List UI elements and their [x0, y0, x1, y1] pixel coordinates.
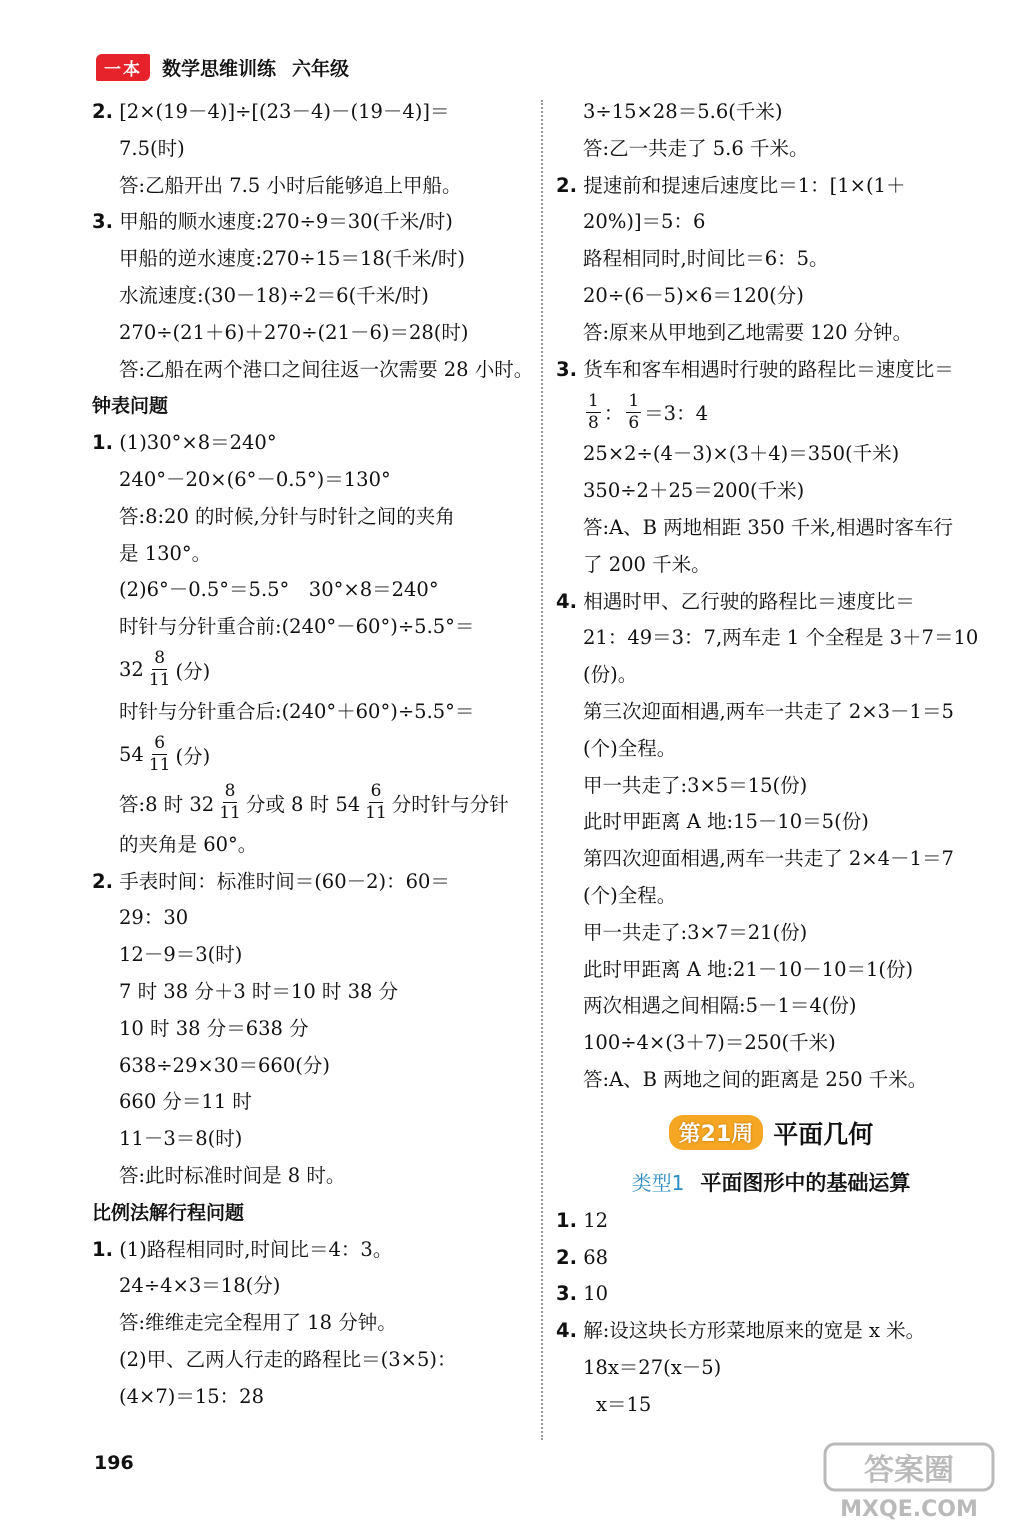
text-line: 第三次迎面相遇,两车一共走了 2×3－1＝5	[583, 699, 954, 723]
answer-line: 是 130°。	[119, 541, 212, 565]
text-line: (份)。	[583, 663, 638, 687]
numerator: 8	[154, 648, 166, 669]
item-number: 4.	[556, 1319, 577, 1343]
text-line: [2×(19－4)]÷[(23－4)－(19－4)]＝	[119, 100, 450, 123]
ratio-tail: ＝3：4	[644, 402, 708, 426]
answer-line: 答:A、B 两地之间的距离是 250 千米。	[583, 1067, 928, 1091]
left-column	[92, 94, 532, 1416]
text-line: 路程相同时,时间比＝6：5。	[583, 247, 829, 271]
answer-line: 了 200 千米。	[583, 552, 711, 576]
brand-logo: 一本	[96, 54, 150, 81]
answer-value: 10	[583, 1282, 609, 1306]
text-line: 11－3＝8(时)	[119, 1127, 243, 1151]
answer-value: 68	[583, 1245, 609, 1269]
watermark-url: MXQE.COM	[840, 1497, 978, 1522]
text-line: 10 时 38 分＝638 分	[119, 1016, 309, 1040]
text-line: (1)路程相同时,时间比＝4：3。	[119, 1237, 393, 1261]
week-heading	[556, 1105, 986, 1161]
ratio-colon: ：	[603, 402, 624, 426]
answer-part: 答:8 时 32	[119, 792, 215, 816]
answer-line: 答:此时标准时间是 8 时。	[119, 1163, 346, 1187]
text-line: 7 时 38 分＋3 时＝10 时 38 分	[119, 979, 399, 1003]
item-number: 4.	[556, 589, 577, 613]
text-line: 水流速度:(30－18)÷2＝6(千米/时)	[119, 283, 429, 307]
type-heading	[556, 1161, 986, 1203]
text-line: 25×2÷(4－3)×(3＋4)＝350(千米)	[583, 442, 900, 466]
grade-label: 六年级	[292, 57, 350, 80]
answer-line: 答:8:20 的时候,分针与时针之间的夹角	[119, 504, 455, 528]
item-number: 3.	[556, 357, 577, 381]
answer-line: 答:维维走完全程用了 18 分钟。	[119, 1311, 397, 1335]
column-divider	[541, 100, 543, 1440]
text-line: 此时甲距离 A 地:21－10－10＝1(份)	[583, 957, 914, 981]
fraction-ratio	[556, 388, 986, 436]
mixed-whole: 54	[119, 743, 144, 767]
equation-line: 18x＝27(x－5)	[583, 1355, 722, 1379]
text-line: 240°－20×(6°－0.5°)＝130°	[119, 467, 391, 491]
numerator: 6	[370, 781, 382, 802]
page-header	[96, 52, 349, 82]
text-line: 270÷(21＋6)＋270÷(21－6)＝28(时)	[119, 320, 469, 344]
equation-line: x＝15	[596, 1392, 652, 1416]
week-badge: 第21周	[669, 1115, 764, 1150]
text-line: 20%)]＝5：6	[583, 210, 706, 234]
text-line: 350÷2＋25＝200(千米)	[583, 479, 805, 503]
text-line: 20÷(6－5)×6＝120(分)	[583, 283, 804, 307]
text-line: (个)全程。	[583, 736, 677, 760]
text-line: 29：30	[119, 906, 189, 930]
text-line: 100÷4×(3＋7)＝250(千米)	[583, 1031, 836, 1055]
text-line: (2)甲、乙两人行走的路程比＝(3×5)：	[119, 1347, 457, 1371]
answer-line: 答:乙船开出 7.5 小时后能够追上甲船。	[119, 173, 462, 197]
item-number: 1.	[556, 1208, 577, 1232]
numerator: 8	[224, 781, 236, 802]
text-line: 7.5(时)	[119, 136, 185, 160]
answer-line: 答:乙一共走了 5.6 千米。	[583, 136, 809, 160]
answer-line: 答:原来从甲地到乙地需要 120 分钟。	[583, 320, 913, 344]
fraction	[147, 735, 173, 774]
text-line: 提速前和提速后速度比＝1：[1×(1＋	[583, 173, 906, 197]
fraction-result	[92, 646, 532, 694]
numerator: 1	[628, 390, 640, 411]
text-line: (2)6°－0.5°＝5.5° 30°×8＝240°	[119, 578, 439, 602]
unit: (分)	[175, 659, 211, 683]
week-title: 平面几何	[773, 1119, 874, 1149]
text-line: 第四次迎面相遇,两车一共走了 2×4－1＝7	[583, 847, 954, 871]
answer-line: 答:A、B 两地相距 350 千米,相遇时客车行	[583, 515, 953, 539]
answer-line: 的夹角是 60°。	[119, 832, 258, 856]
text-line: 解:设这块长方形菜地原来的宽是 x 米。	[583, 1319, 926, 1343]
text-line: 时针与分针重合前:(240°－60°)÷5.5°＝	[119, 615, 475, 639]
text-line: 手表时间：标准时间＝(60－2)：60＝	[119, 869, 450, 893]
text-line: 660 分＝11 时	[119, 1090, 252, 1114]
answer-part: 分时针与分针	[391, 792, 509, 816]
item-number: 2.	[556, 1245, 577, 1269]
denominator: 8	[588, 412, 599, 433]
text-line: 甲船的顺水速度:270÷9＝30(千米/时)	[119, 210, 453, 234]
item-number: 1.	[92, 1237, 113, 1261]
item-number: 3.	[92, 210, 113, 234]
item-number: 2.	[556, 173, 577, 197]
answer-line: 答:乙船在两个港口之间往返一次需要 28 小时。	[119, 357, 534, 381]
numerator: 6	[154, 733, 166, 754]
fraction	[586, 390, 601, 433]
answer-part: 分或 8 时 54	[245, 792, 361, 816]
fraction-result	[92, 731, 532, 779]
section-heading-ratio: 比例法解行程问题	[92, 1201, 245, 1224]
type-title: 平面图形中的基础运算	[700, 1170, 911, 1195]
watermark-logo	[821, 1440, 997, 1522]
fraction	[626, 390, 641, 433]
right-column	[556, 94, 986, 1424]
text-line: 3÷15×28＝5.6(千米)	[583, 100, 783, 123]
unit: (分)	[175, 744, 211, 768]
denominator: 11	[148, 670, 171, 691]
text-line: 21：49＝3：7,两车走 1 个全程是 3＋7＝10	[583, 626, 979, 650]
text-line: 此时甲距离 A 地:15－10＝5(份)	[583, 810, 869, 834]
fraction	[217, 783, 243, 822]
text-line: 相遇时甲、乙行驶的路程比＝速度比＝	[583, 589, 915, 613]
text-line: 24÷4×3＝18(分)	[119, 1274, 281, 1298]
fraction	[147, 650, 173, 689]
answer-value: 12	[583, 1208, 609, 1232]
section-heading-clock: 钟表问题	[92, 395, 169, 418]
item-number: 2.	[92, 869, 113, 893]
text-line: 12－9＝3(时)	[119, 943, 243, 967]
mixed-whole: 32	[119, 658, 144, 682]
text-line: 甲一共走了:3×7＝21(份)	[583, 920, 808, 944]
denominator: 11	[365, 803, 387, 824]
denominator: 11	[148, 755, 171, 776]
text-line: 甲一共走了:3×5＝15(份)	[583, 773, 808, 797]
book-title: 数学思维训练	[162, 57, 277, 80]
text-line: 时针与分针重合后:(240°＋60°)÷5.5°＝	[119, 699, 475, 723]
page-number: 196	[94, 1452, 134, 1474]
item-number: 2.	[92, 100, 113, 123]
fraction	[363, 783, 389, 822]
text-line: 两次相遇之间相隔:5－1＝4(份)	[583, 994, 857, 1018]
watermark-text: 答案圈	[864, 1453, 954, 1488]
text-line: (1)30°×8＝240°	[119, 431, 277, 455]
item-number: 3.	[556, 1282, 577, 1306]
text-line: 货车和客车相遇时行驶的路程比＝速度比＝	[583, 357, 954, 381]
item-number: 1.	[92, 431, 113, 455]
answer-line	[92, 779, 532, 827]
text-line: 甲船的逆水速度:270÷15＝18(千米/时)	[119, 247, 466, 271]
denominator: 6	[628, 412, 640, 433]
denominator: 11	[219, 803, 241, 824]
text-line: (4×7)＝15：28	[119, 1384, 264, 1408]
numerator: 1	[588, 390, 599, 411]
type-label: 类型1	[631, 1171, 685, 1196]
text-line: (个)全程。	[583, 883, 677, 907]
text-line: 638÷29×30＝660(分)	[119, 1053, 330, 1077]
